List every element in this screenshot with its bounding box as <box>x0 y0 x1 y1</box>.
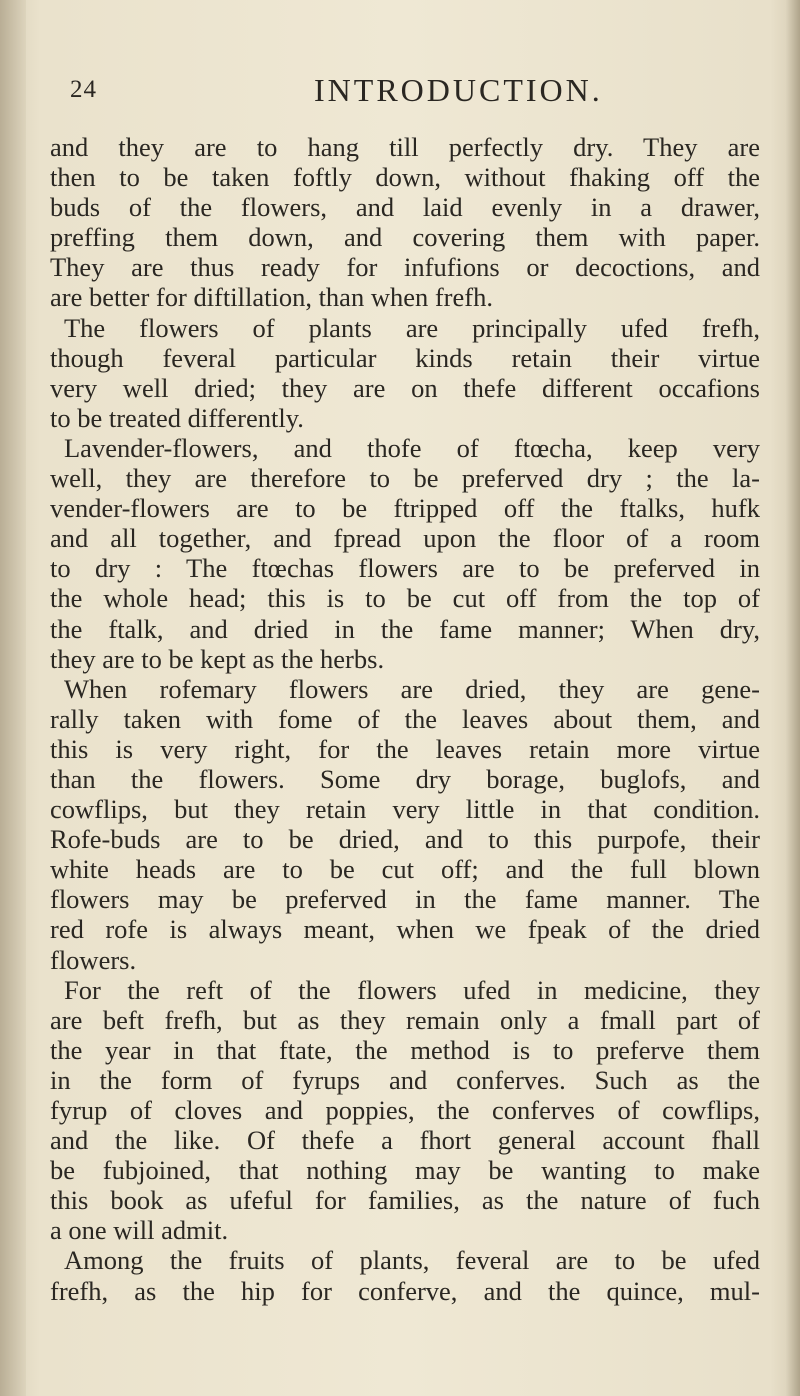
text-line: fyrup of cloves and poppies, the conferves of cowflips, <box>50 1095 760 1125</box>
text-line: For the reft of the flowers ufed in medicine, they <box>64 974 760 1005</box>
text-line: this is very right, for the leaves retain more virtue <box>50 733 760 764</box>
text-line: cowflips, but they retain very little in that condition. <box>50 794 760 825</box>
text-line: and they are to hang till perfectly dry. They are <box>50 132 760 162</box>
text-line: They are thus ready for infufions or decoctions, and <box>50 252 760 283</box>
text-line: than the flowers. Some dry borage, buglofs, and <box>50 763 760 794</box>
text-line: and the like. Of thefe a fhort general account fhall <box>50 1125 760 1156</box>
text-line: in the form of fyrups and conferves. Such as the <box>50 1064 760 1095</box>
text-line: frefh, as the hip for conferve, and the quince, mul- <box>50 1275 760 1306</box>
text-line: are better for diftillation, than when frefh. <box>50 282 493 313</box>
text-line: rally taken with fome of the leaves about them, and <box>50 703 760 734</box>
text-line: Lavender-flowers, and thofe of ftœcha, keep very <box>64 432 760 463</box>
page-edge-left <box>0 0 26 1396</box>
text-line: white heads are to be cut off; and the full blown <box>50 854 760 885</box>
text-line: the whole head; this is to be cut off from the top of <box>50 583 760 614</box>
text-line: red rofe is always meant, when we fpeak of the dried <box>50 914 760 945</box>
text-line: vender-flowers are to be ftripped off the ftalks, hufk <box>50 493 760 524</box>
body-text <box>50 132 760 1306</box>
text-line: to be treated differently. <box>50 402 304 433</box>
text-line: they are to be kept as the herbs. <box>50 643 385 674</box>
page-number: 24 <box>70 76 97 103</box>
text-line: are beft frefh, but as they remain only a fmall part of <box>50 1004 760 1035</box>
text-line: this book as ufeful for families, as the nature of fuch <box>50 1185 760 1216</box>
text-line: The flowers of plants are principally ufed frefh, <box>64 312 760 343</box>
page-edge-right <box>786 0 800 1396</box>
text-line: preffing them down, and covering them with paper. <box>50 222 760 253</box>
page-header <box>70 72 740 112</box>
text-line: though feveral particular kinds retain their virtue <box>50 342 760 373</box>
text-line: flowers may be preferved in the fame manner. The <box>50 884 760 915</box>
text-line: well, they are therefore to be preferved dry ; the la- <box>50 463 760 494</box>
text-line: to dry : The ftœchas flowers are to be preferved in <box>50 553 760 584</box>
text-line: then to be taken foftly down, without fhaking off the <box>50 162 760 193</box>
text-line: and all together, and fpread upon the floor of a room <box>50 523 760 554</box>
text-line: flowers. <box>50 944 137 975</box>
text-line: the ftalk, and dried in the fame manner; When dry, <box>50 613 760 644</box>
text-line: be fubjoined, that nothing may be wanting to make <box>50 1155 760 1186</box>
text-line: the year in that ftate, the method is to preferve them <box>50 1034 760 1065</box>
text-line: Rofe-buds are to be dried, and to this purpofe, their <box>50 824 760 855</box>
text-line: When rofemary flowers are dried, they are gene- <box>64 673 760 704</box>
running-title: INTRODUCTION. <box>314 72 603 108</box>
text-line: buds of the flowers, and laid evenly in a drawer, <box>50 192 760 223</box>
text-line: very well dried; they are on thefe different occafions <box>50 372 760 403</box>
text-line: a one will admit. <box>50 1215 229 1246</box>
text-line: Among the fruits of plants, feveral are to be ufed <box>64 1245 760 1276</box>
